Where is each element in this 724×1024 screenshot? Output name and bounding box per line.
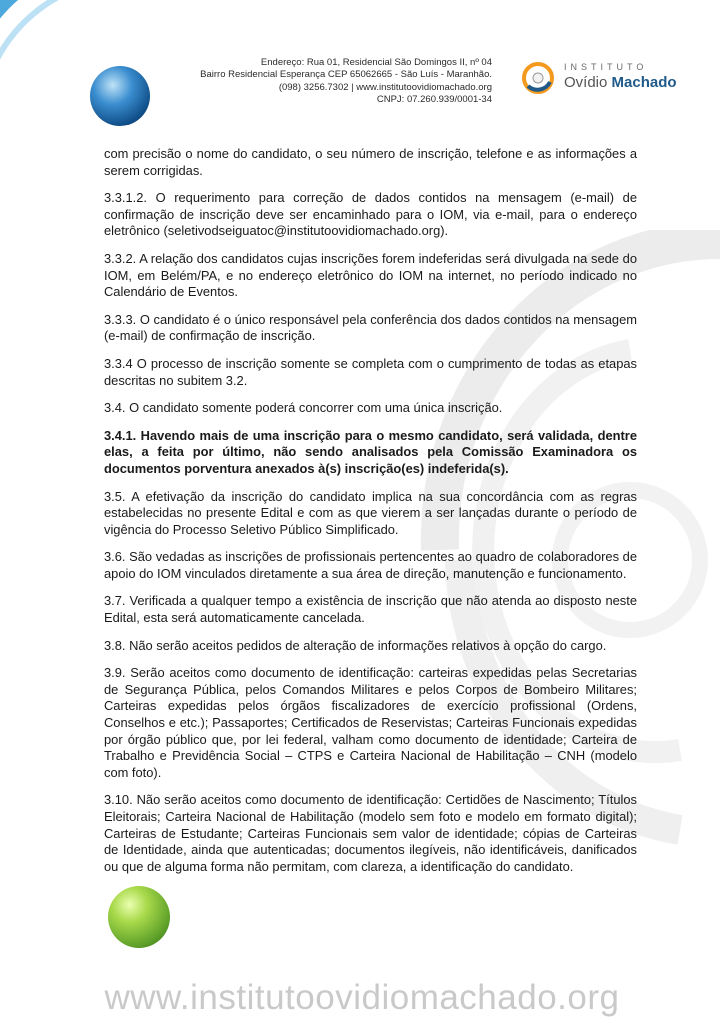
header-address	[200, 57, 492, 107]
document-body	[104, 146, 637, 886]
decorative-green-sphere	[108, 886, 170, 948]
logo-instituto-text: INSTITUTO	[564, 62, 648, 72]
paragraph: 3.3.4 O processo de inscrição somente se completa com o cumprimento de todas as etapas descritas no subitem 3.2.	[104, 355, 637, 388]
paragraph: 3.4. O candidato somente poderá concorrer com uma única inscrição.	[104, 400, 503, 416]
decorative-blue-arc	[0, 0, 160, 140]
paragraph: 3.3.2. A relação dos candidatos cujas inscrições forem indeferidas será divulgada na sede do IOM, em Belém/PA, e no endereço eletrônico do IOM na internet, no período indicado no Calendário de Eventos.	[104, 250, 637, 300]
paragraph: 3.3.3. O candidato é o único responsável pela conferência dos dados contidos na mensagem (e-mail) de confirmação de inscrição.	[104, 311, 637, 344]
paragraph: 3.7. Verificada a qualquer tempo a existência de inscrição que não atenda ao disposto neste Edital, esta será automaticamente cancelada.	[104, 593, 637, 626]
address-line: (098) 3256.7302 | www.institutoovidiomachado.org	[278, 81, 492, 93]
paragraph: com precisão o nome do candidato, o seu número de inscrição, telefone e as informações a serem corrigidas.	[104, 146, 637, 178]
institute-logo-icon	[520, 60, 556, 96]
paragraph: 3.5. A efetivação da inscrição do candidato implica na sua concordância com as regras estabelecidas no presente Edital e com as que vierem a ser lançadas durante o período de vigência do Processo Seletivo Público Simplificado.	[104, 488, 637, 537]
logo-name-regular: Ovídio	[564, 74, 608, 91]
address-line: Bairro Residencial Esperança CEP 65062665 - São Luís - Maranhão.	[200, 69, 492, 81]
paragraph-bold: 3.4.1. Havendo mais de uma inscrição para o mesmo candidato, será validada, dentre elas, a feita por último, não sendo analisados pela Comissão Examinadora os documentos porventura anexados à(s) inscrição(es) indeferida(s).	[104, 427, 637, 476]
paragraph: 3.6. São vedadas as inscrições de profissionais pertencentes ao quadro de colaboradores de apoio do IOM vinculados diretamente a sua área de direção, manutenção e funcionamento.	[104, 549, 637, 581]
logo-name	[564, 74, 677, 91]
institute-logo	[520, 58, 700, 98]
footer-website-url: www.institutoovidiomachado.org	[104, 978, 620, 1017]
address-line: Endereço: Rua 01, Residencial São Domingos II, nº 04	[260, 57, 492, 68]
paragraph: 3.8. Não serão aceitos pedidos de alteração de informações relativos à opção do cargo.	[104, 637, 607, 653]
paragraph: 3.3.1.2. O requerimento para correção de dados contidos na mensagem (e-mail) de confirmação de inscrição deve ser encaminhado para o IOM, via e-mail, para o endereço eletrônico (seletivodseiguatoc@institutoovidiomachado.org).	[104, 190, 637, 239]
decorative-blue-sphere	[90, 66, 150, 126]
paragraph: 3.10. Não serão aceitos como documento de identificação: Certidões de Nascimento; Títulos Eleitorais; Carteira Nacional de Habilitação (modelo sem foto e modelo em formato digital); Carteiras de Estudante; Carteiras Funcionais sem valor de identidade; cópias de Carteiras de Identidade, ainda que autenticadas; documentos ilegíveis, não identificáveis, danificados ou que de alguma forma não permitam, com clareza, a identificação do candidato.	[104, 792, 637, 874]
address-line: CNPJ: 07.260.939/0001-34	[376, 94, 492, 106]
paragraph: 3.9. Serão aceitos como documento de identificação: carteiras expedidas pelas Secretarias de Segurança Pública, pelos Comandos Militares e pelos Corpos de Bombeiro Militares; Carteiras expedidas pelos órgãos fiscalizadores de exercício profissional (Ordens, Conselhos e etc.); Passaportes; Certificados de Reservistas; Carteiras Funcionais expedidas por órgão público que, por lei federal, valham como documento de identidade; Carteira de Trabalho e Previdência Social – CTPS e Carteira Nacional de Habilitação – CNH (modelo com foto).	[104, 665, 637, 780]
logo-name-bold: Machado	[611, 74, 677, 91]
